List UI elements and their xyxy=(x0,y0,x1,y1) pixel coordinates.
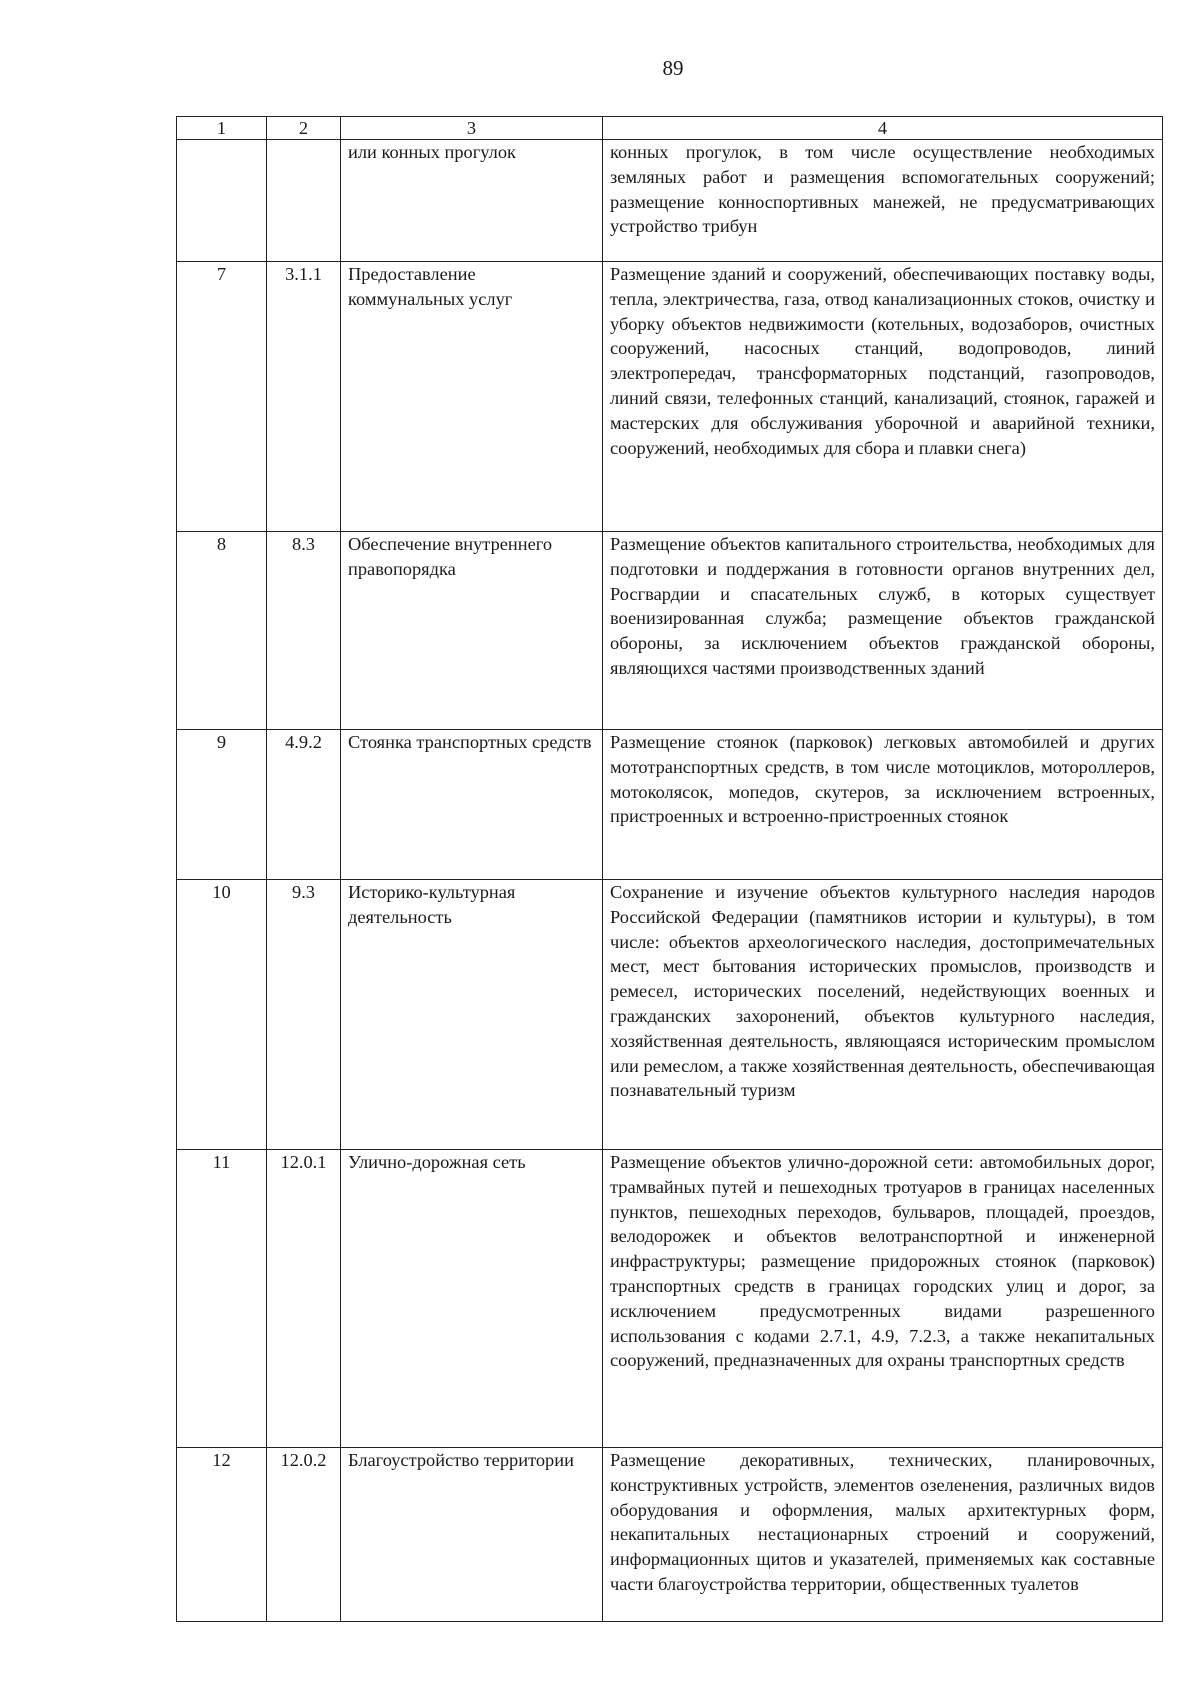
description-cell: Размещение объектов капитального строительства, необходимых для подготовки и поддержания в готовности органов внутренних дел, Росгвардии и спасательных служб, в которых существует военизированная служба; размещение объектов гражданской обороны, за исключением объектов гражданской обороны, являющихся частями производственных зданий xyxy=(603,532,1163,730)
column-header: 2 xyxy=(267,117,341,140)
row-number-cell xyxy=(177,140,267,262)
row-number-cell: 9 xyxy=(177,730,267,880)
name-cell: Стоянка транспортных средств xyxy=(341,730,603,880)
table-row xyxy=(177,532,1163,730)
name-cell: или конных прогулок xyxy=(341,140,603,262)
name-cell: Улично-дорожная сеть xyxy=(341,1150,603,1448)
code-cell: 8.3 xyxy=(267,532,341,730)
table-row xyxy=(177,1150,1163,1448)
code-cell: 3.1.1 xyxy=(267,262,341,532)
description-cell: Размещение зданий и сооружений, обеспечивающих поставку воды, тепла, электричества, газа, отвод канализационных стоков, очистку и уборку объектов недвижимости (котельных, водозаборов, очистных сооружений, насосных станций, водопроводов, линий электропередач, трансформаторных подстанций, газопроводов, линий связи, телефонных станций, канализаций, стоянок, гаражей и мастерских для обслуживания уборочной и аварийной техники, сооружений, необходимых для сбора и плавки снега) xyxy=(603,262,1163,532)
name-cell: Историко-культурная деятельность xyxy=(341,880,603,1150)
code-cell: 4.9.2 xyxy=(267,730,341,880)
name-cell: Благоустройство территории xyxy=(341,1448,603,1622)
row-number-cell: 11 xyxy=(177,1150,267,1448)
table-header-row xyxy=(177,117,1163,140)
description-cell: конных прогулок, в том числе осуществление необходимых земляных работ и размещения вспомогательных сооружений; размещение конноспортивных манежей, не предусматривающих устройство трибун xyxy=(603,140,1163,262)
row-number-cell: 8 xyxy=(177,532,267,730)
code-cell: 12.0.2 xyxy=(267,1448,341,1622)
row-number-cell: 10 xyxy=(177,880,267,1150)
name-cell: Обеспечение внутреннего правопорядка xyxy=(341,532,603,730)
table-row xyxy=(177,1448,1163,1622)
description-cell: Размещение декоративных, технических, планировочных, конструктивных устройств, элементов озеленения, различных видов оборудования и оформления, малых архитектурных форм, некапитальных нестационарных строений и сооружений, информационных щитов и указателей, применяемых как составные части благоустройства территории, общественных туалетов xyxy=(603,1448,1163,1622)
code-cell xyxy=(267,140,341,262)
row-number-cell: 12 xyxy=(177,1448,267,1622)
description-cell: Размещение объектов улично-дорожной сети: автомобильных дорог, трамвайных путей и пешеходных тротуаров в границах населенных пунктов, пешеходных переходов, бульваров, площадей, проездов, велодорожек и объектов велотранспортной и инженерной инфраструктуры; размещение придорожных стоянок (парковок) транспортных средств в границах городских улиц и дорог, за исключением предусмотренных видами разрешенного использования с кодами 2.7.1, 4.9, 7.2.3, а также некапитальных сооружений, предназначенных для охраны транспортных средств xyxy=(603,1150,1163,1448)
name-cell: Предоставление коммунальных услуг xyxy=(341,262,603,532)
description-cell: Сохранение и изучение объектов культурного наследия народов Российской Федерации (памятников истории и культуры), в том числе: объектов археологического наследия, достопримечательных мест, мест бытования исторических промыслов, производств и ремесел, исторических поселений, недействующих военных и гражданских захоронений, объектов культурного наследия, хозяйственная деятельность, являющаяся историческим промыслом или ремеслом, а также хозяйственная деятельность, обеспечивающая познавательный туризм xyxy=(603,880,1163,1150)
land-use-table xyxy=(176,116,1163,1622)
table-row xyxy=(177,880,1163,1150)
column-header: 1 xyxy=(177,117,267,140)
code-cell: 9.3 xyxy=(267,880,341,1150)
page-number: 89 xyxy=(662,56,684,80)
table-row xyxy=(177,262,1163,532)
column-header: 4 xyxy=(603,117,1163,140)
code-cell: 12.0.1 xyxy=(267,1150,341,1448)
row-number-cell: 7 xyxy=(177,262,267,532)
column-header: 3 xyxy=(341,117,603,140)
description-cell: Размещение стоянок (парковок) легковых автомобилей и других мототранспортных средств, в том числе мотоциклов, мотороллеров, мотоколясок, мопедов, скутеров, за исключением встроенных, пристроенных и встроенно-пристроенных стоянок xyxy=(603,730,1163,880)
table-row xyxy=(177,730,1163,880)
table-row xyxy=(177,140,1163,262)
